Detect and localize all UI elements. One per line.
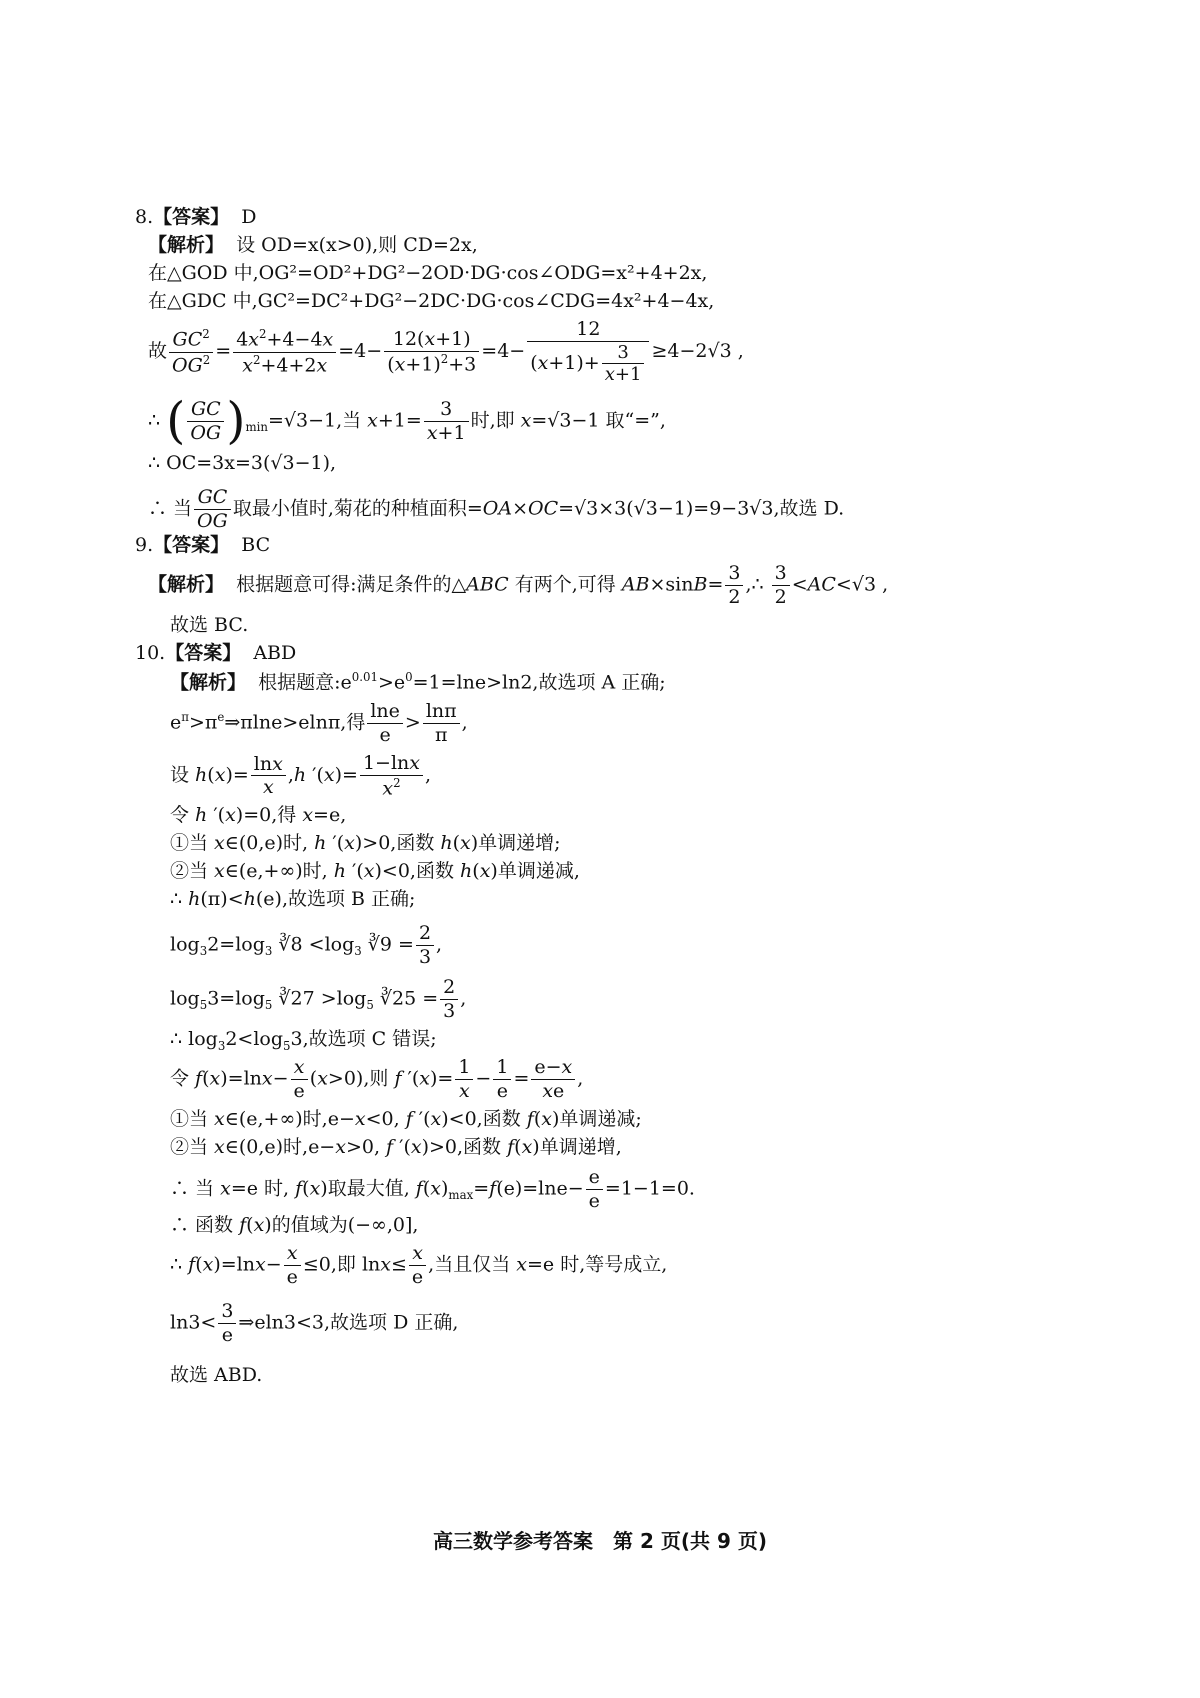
q10-line-3: 设 h(x)= $\frac{\ln x}{x}$ ,h ′(x)= $\frac{1-\ln x}{x^2}$ , xyxy=(170,752,432,800)
q10-line-5: ①当 x∈(0,e)时, h ′(x)>0,函数 h(x)单调递增; xyxy=(170,832,561,854)
analysis-label: 【解析】 xyxy=(148,573,225,596)
q10-line-15: ∴ 函数 f(x)的值域为(−∞,0], xyxy=(170,1214,419,1236)
q8-line-ratio: 故 $\frac{GC^2}{OG^2}$ = $\frac{4x^2+4-4x}{x^2+4+2x}$ =4− $\frac{12(x+1)}{(x+1)^2+3}$ =4− 12 (x+1)+ $\frac{3}{x+1}$ ≥4−2√3 , xyxy=(148,318,744,386)
q10-header: 10.【答案】 ABD xyxy=(135,642,297,664)
q10-line-13: ②当 x∈(0,e)时,e−x>0, f ′(x)>0,函数 f(x)单调递增, xyxy=(170,1136,622,1158)
answer-label: 【答案】 xyxy=(165,642,242,664)
q8-header: 8.【答案】 D xyxy=(135,206,257,228)
q10-conclusion: 故选 ABD. xyxy=(170,1364,263,1386)
q10-line-11: 令 f(x)=lnx− $\frac{x}{e}$ (x>0),则 f ′(x)= $\frac{1}{x}$ − $\frac{1}{e}$ = $\frac{e-x}{xe}$ , xyxy=(170,1056,584,1102)
q8-line-god: 在△GOD 中,OG²=OD²+DG²−2OD·DG·cos∠ODG=x²+4+2x, xyxy=(148,262,708,284)
analysis-label: 【解析】 xyxy=(148,234,225,256)
q10-line-1: 【解析】 根据题意$:e^{0.01}>e^0=1=\ln e>\ln 2$,故选项 A 正确; xyxy=(170,670,666,694)
q10-line-14: ∴ 当 x=e 时, f(x)取最大值, $f(x)_{max}=f(e)=\ln e-$ $\frac{e}{e}$ =1−1=0. xyxy=(170,1166,695,1212)
q10-line-2: $e^\pi>\pi^e\Rightarrow\pi\ln e>eln\pi$,得 $\frac{\ln e}{e}$ > $\frac{\ln\pi}{\pi}$ , xyxy=(170,700,468,746)
q9-conclusion: 故选 BC. xyxy=(170,614,249,636)
answer-label: 【答案】 xyxy=(153,206,230,228)
q9-analysis-line: 【解析】 根据题意可得:满足条件的△ABC 有两个,可得 AB×sinB= $\frac{3}{2}$ ,∴ $\frac{3}{2}$ <AC<√3 , xyxy=(148,562,889,608)
q10-line-8: $\log_32=\log_3$ ∛8 $<\log_3$ ∛9 = $\frac{2}{3}$ , xyxy=(170,922,443,968)
q8-answer: D xyxy=(241,206,257,228)
q8-line-gdc: 在△GDC 中,GC²=DC²+DG²−2DC·DG·cos∠CDG=4x²+4−4x, xyxy=(148,290,715,312)
q10-line-17: ln3< $\frac{3}{e}$ ⇒eln3<3,故选项 D 正确, xyxy=(170,1300,459,1346)
q10-line-12: ①当 x∈(e,+∞)时,e−x<0, f ′(x)<0,函数 f(x)单调递减; xyxy=(170,1108,642,1130)
analysis-label: 【解析】 xyxy=(170,671,247,694)
q8-line-oc: ∴ OC=3x=3(√3−1), xyxy=(148,452,337,474)
page-footer: 高三数学参考答案 第 2 页(共 9 页) xyxy=(433,1529,767,1553)
q10-answer: ABD xyxy=(253,642,297,664)
q10-line-10: ∴ $\log_32<\log_53$,故选项 C 错误; xyxy=(170,1028,437,1053)
q10-line-7: ∴ h(π)<h(e),故选项 B 正确; xyxy=(170,888,416,910)
q8-analysis-line: 【解析】 设 OD=x(x>0),则 CD=2x, xyxy=(148,234,478,256)
q8-line-area: ∴ 当 $\frac{GC}{OG}$ 取最小值时,菊花的种植面积=OA×OC=√3×3(√3−1)=9−3√3,故选 D. xyxy=(148,486,845,532)
q9-header: 9.【答案】 BC xyxy=(135,534,271,556)
q9-answer: BC xyxy=(241,534,271,556)
q10-line-4: 令 h ′(x)=0,得 x=e, xyxy=(170,804,347,826)
q8-line-min: ∴ ( $\frac{GC}{OG}$ )$_{min}=√3-1$,当 x+1= $\frac{3}{x+1}$ 时,即 x=√3−1 取“=”, xyxy=(148,391,666,450)
answer-label: 【答案】 xyxy=(153,534,230,556)
q10-line-9: $\log_53=\log_5$ ∛27 $>\log_5$ ∛25 = $\frac{2}{3}$ , xyxy=(170,976,467,1022)
q10-line-16: ∴ f(x)=lnx− $\frac{x}{e}$ ≤0,即 lnx≤ $\frac{x}{e}$ ,当且仅当 x=e 时,等号成立, xyxy=(170,1242,668,1288)
q10-line-6: ②当 x∈(e,+∞)时, h ′(x)<0,函数 h(x)单调递减, xyxy=(170,860,580,882)
